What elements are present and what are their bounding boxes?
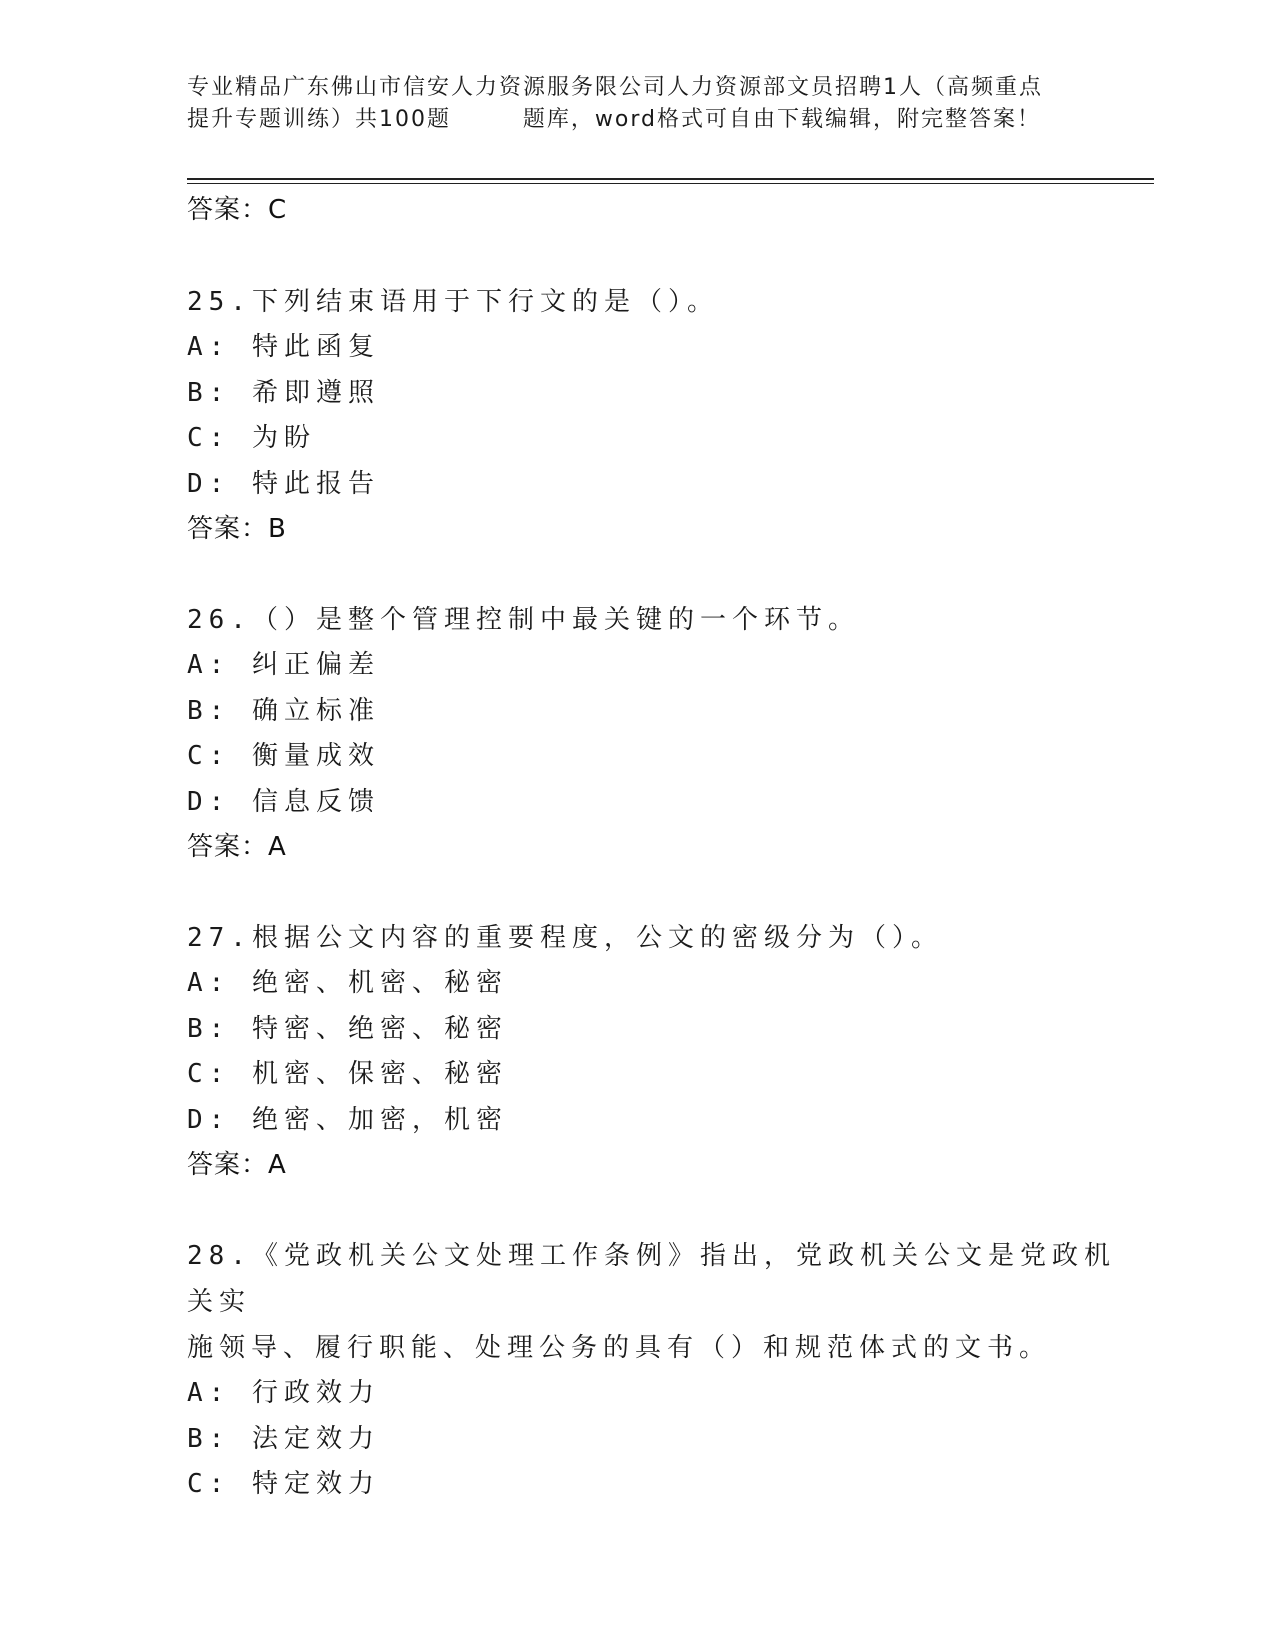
spacer <box>187 552 1147 597</box>
question-block <box>187 915 1147 1188</box>
option-a: A: 行政效力 <box>187 1378 380 1408</box>
option-b: B: 特密、绝密、秘密 <box>187 1013 508 1044</box>
question-text: 26.（）是整个管理控制中最关键的一个环节。 <box>187 605 860 635</box>
option-a: A: 纠正偏差 <box>187 650 380 680</box>
question-text-line-2: 施领导、履行职能、处理公务的具有（）和规范体式的文书。 <box>187 1333 1052 1363</box>
answer-line: 答案：C <box>187 195 288 225</box>
option-c: C: 特定效力 <box>187 1469 380 1499</box>
option-c: C: 机密、保密、秘密 <box>187 1059 508 1089</box>
answer-line: 答案：A <box>187 832 287 862</box>
question-text-line-1: 28.《党政机关公文处理工作条例》指出，党政机关公文是党政机关实 <box>187 1241 1116 1317</box>
question-text: 25.下列结束语用于下行文的是（）。 <box>187 287 719 317</box>
question-block <box>187 1233 1147 1508</box>
option-d: D: 特此报告 <box>187 468 380 499</box>
answer-line: 答案：B <box>187 514 287 544</box>
header-rule-thick <box>187 178 1154 180</box>
option-a: A: 绝密、机密、秘密 <box>187 968 508 998</box>
answer-line: 答案：A <box>187 1150 287 1180</box>
header-rule-thin <box>187 183 1154 184</box>
option-d: D: 信息反馈 <box>187 786 380 817</box>
spacer <box>187 233 1147 279</box>
option-c: C: 衡量成效 <box>187 741 380 771</box>
question-content <box>187 188 1147 1508</box>
option-b: B: 确立标准 <box>187 695 380 726</box>
spacer <box>187 1188 1147 1233</box>
option-b: B: 希即遵照 <box>187 377 380 408</box>
header-line-2: 提升专题训练）共100题 题库，word格式可自由下载编辑，附完整答案！ <box>187 107 1042 132</box>
question-text: 27.根据公文内容的重要程度，公文的密级分为（）。 <box>187 923 943 953</box>
option-b: B: 法定效力 <box>187 1423 380 1454</box>
question-block <box>187 279 1147 552</box>
option-c: C: 为盼 <box>187 423 316 453</box>
question-block <box>187 597 1147 870</box>
spacer <box>187 870 1147 915</box>
page-header <box>187 72 1087 136</box>
header-line-1: 专业精品广东佛山市信安人力资源服务限公司人力资源部文员招聘1人（高频重点 <box>187 75 1043 100</box>
option-a: A: 特此函复 <box>187 332 380 362</box>
option-d: D: 绝密、加密，机密 <box>187 1104 508 1135</box>
